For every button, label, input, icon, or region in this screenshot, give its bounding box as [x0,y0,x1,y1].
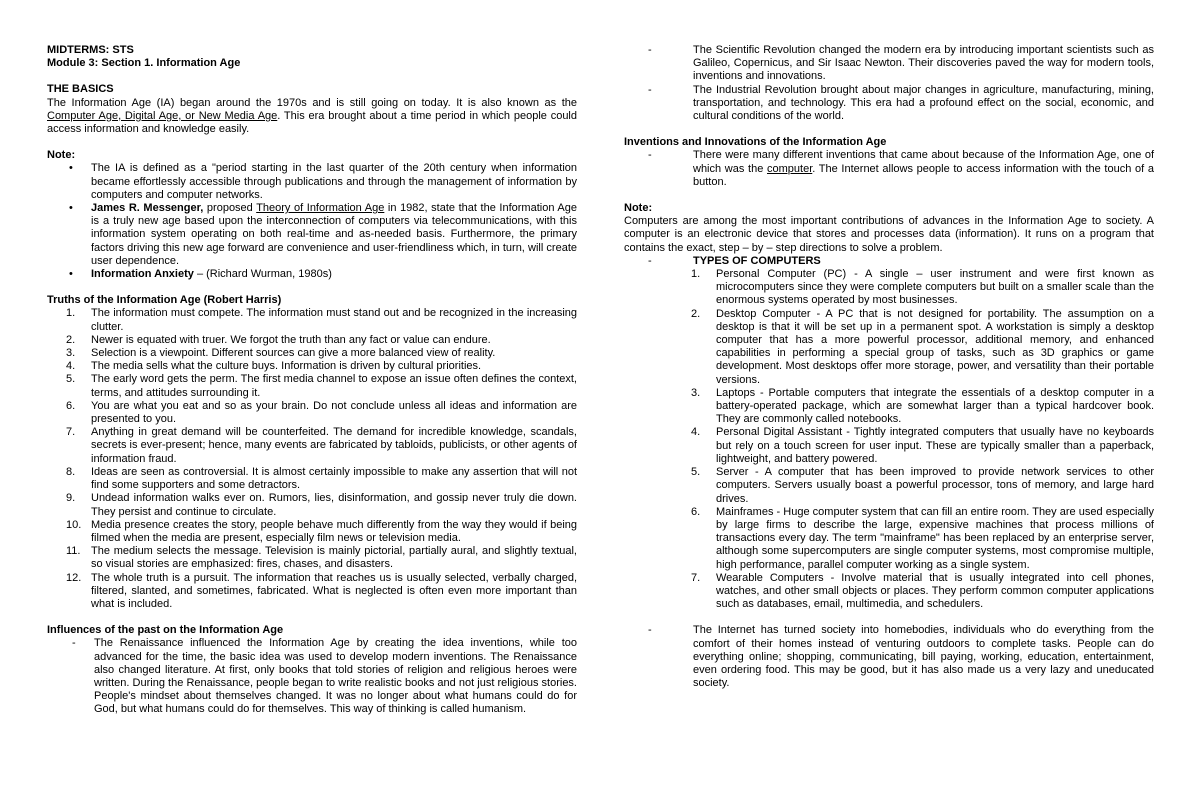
list-item: 7. Wearable Computers - Involve material that is usually integrated into cell phones, watches, and other small objects or places. They perform common computer applications such as databases, email, multimedia, and schedulers. [691,571,1154,611]
note2-paragraph: Computers are among the most important contributions of advances in the Information Age to society. A computer is an electronic device that stores and processes data (information). It runs on a program that contains the exact, step – by – step directions to solve a problem. [624,215,1154,254]
list-item: 12. The whole truth is a pursuit. The information that reaches us is usually selected, verbally charged, filtered, slanted, and sometimes, fabricated. What is neglected is often even more important than what is included. [66,571,577,610]
list-item: 6. You are what you eat and so as your brain. Do not conclude unless all ideas and information are presented to you. [66,399,577,426]
truths-heading: Truths of the Information Age (Robert Harris) [47,294,282,307]
basics-heading: THE BASICS [47,83,114,96]
list-item: 2. Desktop Computer - A PC that is not designed for portability. The assumption on a desktop is that it will be set up in a permanent spot. A workstation is simply a desktop computer that has a more powerful processor, additional memory, and enhanced capabilities in performing a special group of tasks, such as 3D graphics or game development. Most desktops offer more storage, power, and versatility than their portable versions. [691,307,1154,386]
basics-paragraph: The Information Age (IA) began around the 1970s and is still going on today. It is also known as the Computer Age, Digital Age, or New Media Age. This era brought about a time period in which people could access information and knowledge easily. [47,96,577,136]
theory-underlined-term: Theory of Information Age [256,202,385,215]
note-bullet: • Information Anxiety – (Richard Wurman, 1980s) [69,268,332,281]
note-bullet: • The IA is defined as a "period starting in the last quarter of the 20th century when information became effortlessly accessible through publications and through the management of information by computers and computer networks. [69,162,577,201]
list-item: - The Internet has turned society into homebodies, individuals who do everything from the comfort of their homes instead of venturing outdoors to complete tasks. People can do everything online; shopping, communicating, bill paying, working, education, entertainment, even ordering food. This may be good, but it has also made us a very lazy and uneducated society. [648,624,1154,690]
list-item: - The Industrial Revolution brought about major changes in agriculture, manufacturing, mining, transportation, and technology. This era had a profound effect on the social, economic, and cultural conditions of the world. [648,83,1154,123]
computer-underlined-term: computer [767,162,813,175]
list-item: 1. Personal Computer (PC) - A single – user instrument and were first known as microcomputers since they were complete computers but built on a smaller scale than the enormous systems operated by most businesses. [691,268,1154,307]
list-item: 6. Mainframes - Huge computer system that can fill an entire room. They are used especially by large firms to describe the large, expensive machines that process millions of transactions every day. The term "mainframe" has been replaced by an enterprise server, although some supercomputers are single computer systems, most compromise multiple, high performance, parallel computer working as a single system. [691,505,1154,571]
list-item: 2. Newer is equated with truer. We forgot the truth than any fact or value can endure. [66,333,491,346]
left-column [47,44,577,717]
list-item: - The Renaissance influenced the Information Age by creating the idea inventions, while too advanced for the time, the basic idea was used to develop modern inventions. The Renaissance also changed literature. At first, only books that told stories of religion and religious heroes were written. During the Renaissance, people began to write realistic books and not just religious stories. People's mindset about themselves changed. It was no longer about what humans could do for God, but what humans could do for themselves. This way of thinking is called humanism. [72,637,577,716]
list-item: 7. Anything in great demand will be counterfeited. The demand for incredible knowledge, scandals, secrets is ever-present; hence, many events are fabricated by tabloids, publicists, or other agents of information fraud. [66,426,577,465]
list-item: 5. Server - A computer that has been improved to provide network services to other computers. Servers usually boast a powerful processor, tons of memory, and large hard drives. [691,466,1154,505]
list-item: 10. Media presence creates the story, people behave much differently from the way they would if being filmed when the media are present, especially film news or television media. [66,518,577,544]
inventions-heading: Inventions and Innovations of the Information Age [624,136,887,149]
list-item: 5. The early word gets the perm. The first media channel to expose an issue often defines the context, terms, and attitudes surrounding it. [66,373,577,399]
list-item: 3. Selection is a viewpoint. Different sources can give a more balanced view of reality. [66,347,496,360]
doc-subtitle: Module 3: Section 1. Information Age [47,57,241,70]
note-bullet: • James R. Messenger, proposed Theory of Information Age in 1982, state that the Information Age is a truly new age based upon the interconnection of computers via telecommunications, with this information system operating on both real-time and as-needed basis. Furthermore, the primary factors driving this new age forward are convenience and user-friendliness which, in turn, will create user dependence. [69,202,577,267]
note2-heading: Note: [624,202,653,215]
list-item: - The Scientific Revolution changed the modern era by introducing important scientists such as Galileo, Copernicus, and Sir Isaac Newton. Their discoveries paved the way for modern tools, inventions and innovations. [648,44,1154,83]
influences-heading: Influences of the past on the Information Age [47,624,284,637]
list-item: 1. The information must compete. The information must stand out and be recognized in the increasing clutter. [66,307,577,333]
list-item: 8. Ideas are seen as controversial. It is almost certainly impossible to make any assertion that will not find some supporters and some detractors. [66,465,577,492]
doc-title: MIDTERMS: STS [47,44,134,56]
right-column [624,44,1154,690]
list-item: 11. The medium selects the message. Television is mainly pictorial, partially aural, and slightly textual, so visual stories are emphasized: fires, chases, and disasters. [66,545,577,571]
list-item: 9. Undead information walks ever on. Rumors, lies, disinformation, and gossip never truly die down. They persist and continue to circulate. [66,492,577,518]
types-heading-item: - TYPES OF COMPUTERS [648,254,821,267]
note-heading: Note: [47,149,76,162]
list-item: 4. The media sells what the culture buys. Information is driven by cultural priorities. [66,360,482,373]
basics-underlined-term: Computer Age, Digital Age, or New Media Age [47,109,278,122]
list-item: 3. Laptops - Portable computers that integrate the essentials of a desktop computer in a battery-operated package, which are somewhat larger than a typical hardcover book. They are commonly called notebooks. [691,386,1154,426]
list-item: 4. Personal Digital Assistant - Tightly integrated computers that usually have no keyboards but rely on a touch screen for user input. These are typically smaller than a paperback, lightweight, and battery powered. [691,426,1154,465]
list-item: - There were many different inventions that came about because of the Information Age, one of which was the computer. The Internet allows people to access information with the touch of a button. [648,149,1154,188]
